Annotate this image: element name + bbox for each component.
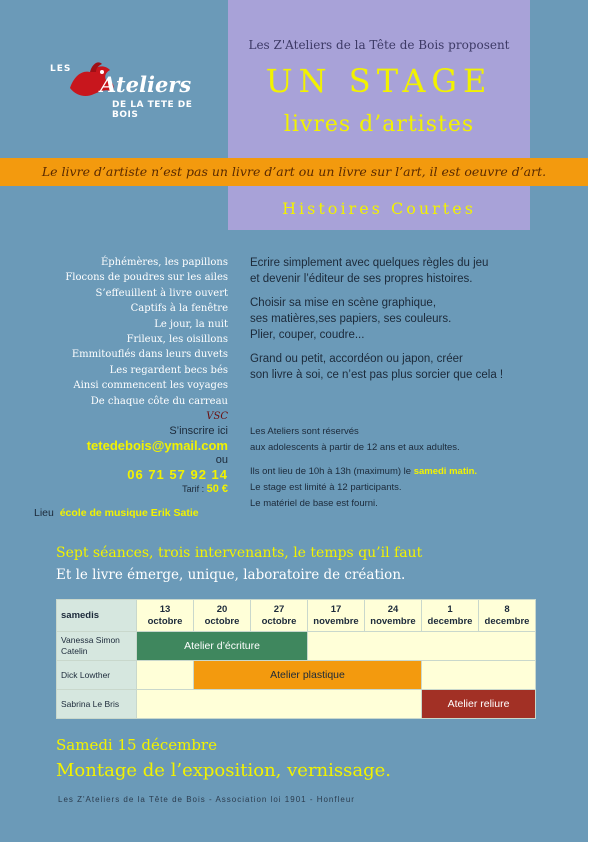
- poem-line: Emmitouflés dans leurs duvets: [71, 349, 228, 361]
- quote-text: Le livre d’artiste n’est pas un livre d’art ou un livre sur l’art, il est oeuvre d’art.: [41, 164, 547, 179]
- phone-number[interactable]: 06 71 57 92 14: [127, 467, 228, 482]
- price-value: 50 €: [206, 483, 228, 495]
- header-propose: Les Z'Ateliers de la Tête de Bois proposent: [248, 38, 510, 52]
- description-line: Choisir sa mise en scène graphique,: [250, 297, 437, 309]
- schedule-row: [57, 661, 536, 690]
- schedule-date: 13 octobre: [137, 600, 194, 632]
- description-paragraph: [250, 351, 580, 383]
- info-line: aux adolescents à partir de 12 ans et aux adultes.: [250, 442, 460, 453]
- empty-cell: [422, 661, 536, 690]
- schedule-date: 1 decembre: [422, 600, 479, 632]
- ateliers-logo: [50, 58, 220, 118]
- description-line: son livre à soi, ce n’est pas plus sorcier que cela !: [250, 369, 504, 381]
- schedule-table: [56, 599, 536, 719]
- schedule-date: 17 novembre: [308, 600, 365, 632]
- instructor-name: Sabrina Le Bris: [57, 690, 137, 719]
- poem-line: Éphémères, les papillons: [100, 257, 228, 268]
- logo-les: LES: [50, 64, 72, 74]
- poem: [40, 255, 228, 424]
- empty-cell: [137, 690, 422, 719]
- description-line: Plier, couper, coudre...: [250, 329, 365, 341]
- poem-line: Les regardent becs bés: [109, 364, 228, 376]
- exhibition-title: Montage de l’exposition, vernissage.: [56, 760, 391, 781]
- venue: [34, 507, 234, 519]
- logo-ateliers: Ateliers: [100, 72, 192, 97]
- info-highlight: samedi matin.: [413, 466, 478, 477]
- schedule-date: 27 octobre: [251, 600, 308, 632]
- activity-plastic: Atelier plastique: [194, 661, 422, 690]
- practical-info: [250, 424, 580, 520]
- exhibition-date: Samedi 15 décembre: [56, 736, 217, 754]
- footer: Les Z'Ateliers de la Tête de Bois - Association loi 1901 - Honfleur: [58, 795, 355, 804]
- empty-cell: [308, 632, 536, 661]
- schedule-label: samedis: [57, 600, 137, 632]
- poem-line: De chaque côte du carreau: [90, 395, 228, 407]
- description-paragraph: [250, 255, 580, 287]
- activity-writing: Atelier d’écriture: [137, 632, 308, 661]
- activity-binding: Atelier reliure: [422, 690, 536, 719]
- description: [250, 255, 580, 391]
- price: [40, 482, 228, 496]
- venue-value: école de musique Erik Satie: [59, 507, 199, 519]
- or-label: ou: [215, 454, 228, 466]
- tagline-sessions: Sept séances, trois intervenants, le temps qu’il faut: [56, 545, 423, 561]
- page-margin: [588, 0, 595, 842]
- description-line: et devenir l’éditeur de ses propres histoires.: [250, 273, 473, 285]
- info-line: Le matériel de base est fourni.: [250, 498, 378, 509]
- poem-line: S’effeuillent à livre ouvert: [95, 287, 228, 299]
- schedule-header-row: [57, 600, 536, 632]
- info-paragraph: [250, 464, 580, 512]
- schedule-date: 20 octobre: [194, 600, 251, 632]
- poem-line: Le jour, la nuit: [154, 318, 228, 330]
- poem-line: Captifs à la fenêtre: [130, 303, 228, 315]
- schedule-date: 24 novembre: [365, 600, 422, 632]
- description-line: Grand ou petit, accordéon ou japon, créer: [250, 353, 463, 365]
- registration: [40, 424, 228, 496]
- info-line: Le stage est limité à 12 participants.: [250, 482, 402, 493]
- description-line: Ecrire simplement avec quelques règles du jeu: [250, 257, 489, 269]
- registration-label: S’inscrire ici: [169, 425, 228, 437]
- description-line: ses matières,ses papiers, ses couleurs.: [250, 313, 452, 325]
- venue-label: Lieu: [34, 507, 54, 519]
- poem-line: Frileux, les oisillons: [126, 334, 228, 346]
- schedule-row: [57, 632, 536, 661]
- poem-line: Ainsi commencent les voyages: [73, 380, 228, 392]
- logo-tete-de-bois: DE LA TETE DE BOIS: [112, 100, 193, 120]
- schedule-date: 8 decembre: [479, 600, 536, 632]
- empty-cell: [137, 661, 194, 690]
- poem-signature: VSC: [206, 411, 228, 423]
- info-paragraph: [250, 424, 580, 456]
- schedule-row: [57, 690, 536, 719]
- theme-title: Histoires Courtes: [282, 199, 476, 218]
- instructor-name: Vanessa Simon Catelin: [57, 632, 137, 661]
- page-subtitle: livres d’artistes: [283, 112, 475, 137]
- poem-line: Flocons de poudres sur les ailes: [65, 272, 228, 284]
- tagline-book: Et le livre émerge, unique, laboratoire de création.: [56, 567, 406, 583]
- email-link[interactable]: tetedebois@ymail.com: [86, 438, 228, 453]
- page-title: UN STAGE: [265, 62, 493, 100]
- info-line: Les Ateliers sont réservés: [250, 426, 359, 437]
- description-paragraph: [250, 295, 580, 343]
- info-line: Ils ont lieu de 10h à 13h (maximum) le: [250, 466, 414, 477]
- price-label: Tarif :: [182, 484, 207, 494]
- instructor-name: Dick Lowther: [57, 661, 137, 690]
